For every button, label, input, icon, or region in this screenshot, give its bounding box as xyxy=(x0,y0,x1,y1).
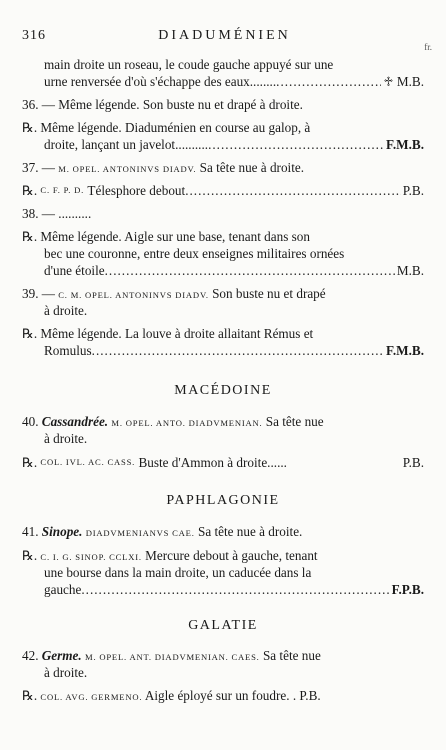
reverse-line xyxy=(22,182,424,199)
description: Son buste nu et drapé xyxy=(212,286,326,301)
entry-number: 37. — xyxy=(22,160,55,175)
reverse-line: ℞. Même légende. Aigle sur une base, tenant dans son xyxy=(22,229,310,244)
reverse-line xyxy=(22,454,424,471)
running-header xyxy=(22,28,427,46)
entry-number: 41. xyxy=(22,524,39,539)
city-name: Sinope. xyxy=(41,524,83,539)
legend: C. F. P. D. xyxy=(40,185,85,195)
text-line xyxy=(44,262,424,279)
text-line xyxy=(44,581,424,598)
rarity-mark: P.B. xyxy=(402,455,424,470)
text-line: à droite. xyxy=(44,665,88,680)
entry-41 xyxy=(22,523,424,542)
description: Sa tête nue à droite. xyxy=(199,160,305,175)
section-heading-galatie: GALATIE xyxy=(188,618,258,633)
entry-37 xyxy=(22,159,424,178)
rarity-mark: ♱ M.B. xyxy=(383,74,424,89)
legend: M. OPEL. ANTO. DIADVMENIAN. xyxy=(111,418,263,428)
corner-mark: fr. xyxy=(424,42,432,52)
rarity-mark: F.P.B. xyxy=(391,582,424,597)
text-line: à droite. xyxy=(44,303,88,318)
entry-number: 42. xyxy=(22,648,39,663)
description: Télesphore debout xyxy=(87,183,186,198)
reverse-symbol: ℞. xyxy=(22,548,38,563)
text-line: bec une couronne, entre deux enseignes militaires ornées xyxy=(44,246,345,261)
description: Sa tête nue à droite. xyxy=(197,524,303,539)
text-line: main droite un roseau, le coude gauche appuyé sur une xyxy=(44,57,334,72)
text-line xyxy=(44,73,424,90)
reverse-symbol: ℞. xyxy=(22,183,38,198)
reverse-symbol: ℞. xyxy=(22,688,38,703)
city-name: Germe. xyxy=(41,648,82,663)
legend: C. I. G. SINOP. CCLXI. xyxy=(40,552,142,562)
description: Sa tête nue xyxy=(265,414,324,429)
section-heading-paphlagonie: PAPHLAGONIE xyxy=(166,493,280,508)
section-heading-macedoine: MACÉDOINE xyxy=(174,383,272,398)
description: Buste d'Ammon à droite...... xyxy=(138,455,287,470)
legend: C. M. OPEL. ANTONINVS DIADV. xyxy=(58,290,209,300)
entry-36: 36. — Même légende. Son buste nu et drapé à droite. xyxy=(22,97,303,112)
reverse-line: ℞. Même légende. Diaduménien en course au galop, à xyxy=(22,120,311,135)
text-line xyxy=(44,136,424,153)
entry-number: 39. — xyxy=(22,286,55,301)
text-line xyxy=(44,342,424,359)
rarity-mark: P.B. xyxy=(402,183,424,198)
city-name: Cassandrée. xyxy=(41,414,109,429)
rarity-mark: F.M.B. xyxy=(386,343,424,358)
text-segment: d'une étoile xyxy=(44,263,105,278)
rarity-mark: M.B. xyxy=(396,263,424,278)
reverse-line xyxy=(22,687,424,706)
running-title: DIADUMÉNIEN xyxy=(158,28,291,43)
rarity-mark: F.M.B. xyxy=(386,137,424,152)
description: Aigle éployé sur un foudre. . P.B. xyxy=(144,688,321,703)
legend: DIADVMENIANVS CAE. xyxy=(85,528,195,538)
legend: COL. IVL. AC. CASS. xyxy=(40,457,136,467)
legend: COL. AVG. GERMENO. xyxy=(40,692,143,702)
legend: M. OPEL. ANT. DIADVMENIAN. CAES. xyxy=(85,652,260,662)
page-number: 316 xyxy=(22,28,46,43)
reverse-symbol: ℞. xyxy=(22,455,38,470)
text-segment: gauche xyxy=(44,582,82,597)
entry-38: 38. — .......... xyxy=(22,206,92,221)
text-line: à droite. xyxy=(44,431,88,446)
legend: M. OPEL. ANTONINVS DIADV. xyxy=(58,164,197,174)
text-line: une bourse dans la main droite, un caducée dans la xyxy=(44,565,312,580)
text-segment: Romulus xyxy=(44,343,92,358)
description: Mercure debout à gauche, tenant xyxy=(145,548,318,563)
text-segment: droite, lançant un javelot.......... xyxy=(44,137,209,152)
entry-number: 40. xyxy=(22,414,39,429)
reverse-line: ℞. Même légende. La louve à droite allaitant Rémus et xyxy=(22,326,314,341)
description: Sa tête nue xyxy=(262,648,321,663)
text-segment: urne renversée d'où s'échappe des eaux........ xyxy=(44,74,277,89)
